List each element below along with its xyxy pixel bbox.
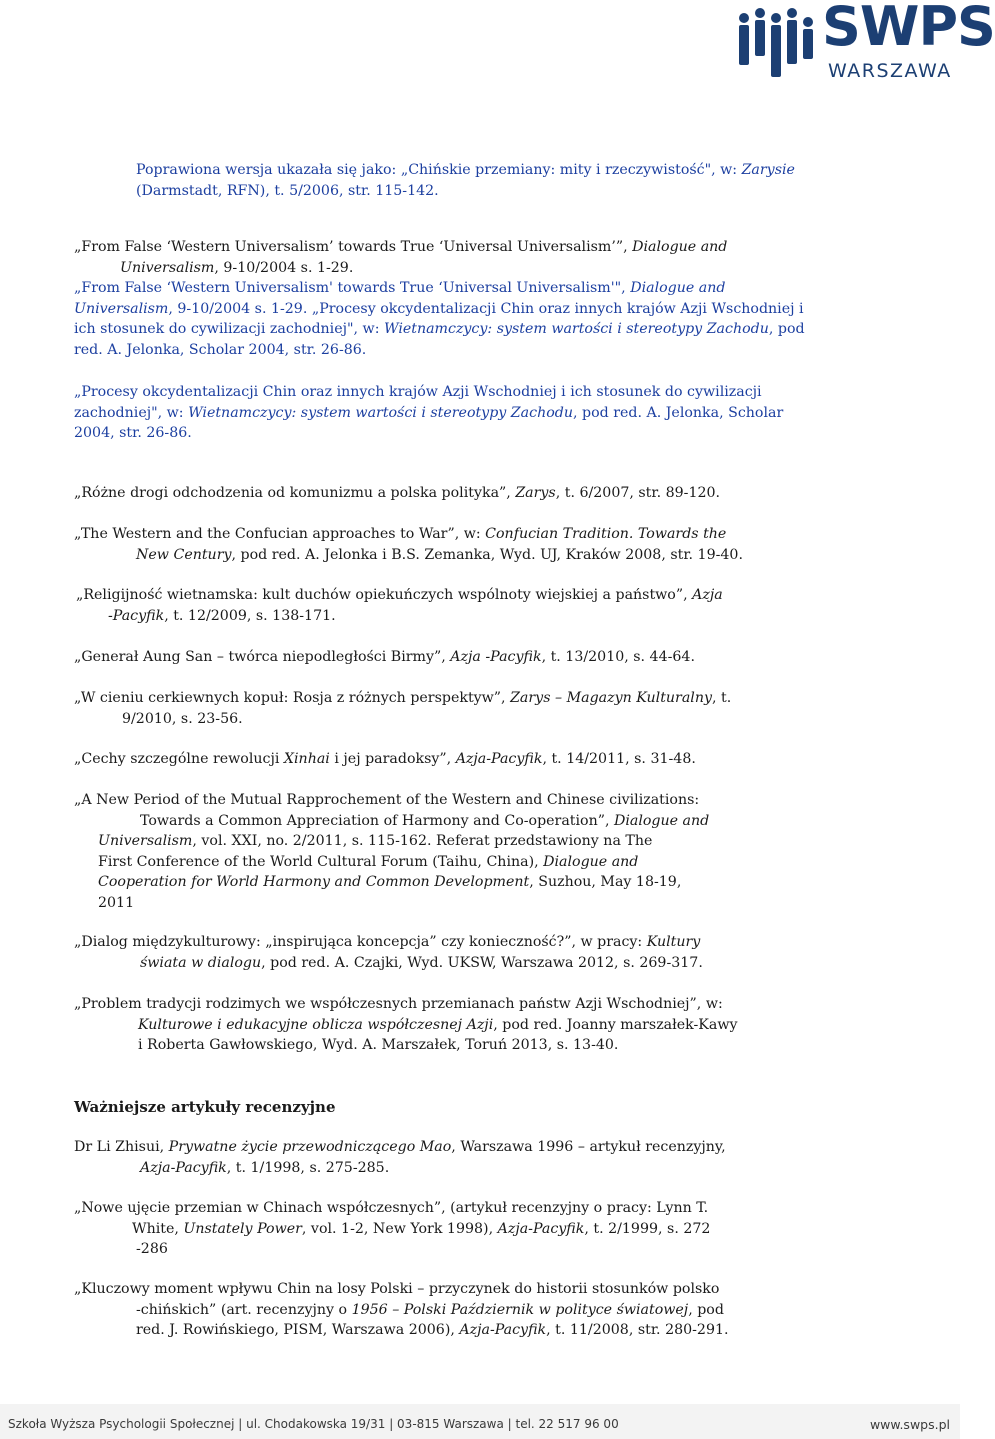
text-segment: , t. 13/2010, s. 44-64. xyxy=(541,649,695,665)
italic-title: Confucian Tradition. Towards the xyxy=(485,526,727,542)
publication-line xyxy=(74,423,192,444)
text-segment: , t. 11/2008, str. 280-291. xyxy=(546,1322,729,1338)
italic-title: Wietnamczycy: system wartości i stereotypy Zachodu xyxy=(383,321,769,337)
review-line xyxy=(132,1219,710,1240)
italic-title: 1956 – Polski Październik w polityce światowej xyxy=(351,1301,689,1318)
text-segment: , t. 2/1999, s. 272 xyxy=(584,1220,711,1237)
italic-title: Prywatne życie przewodniczącego Mao xyxy=(168,1139,452,1155)
publication-line xyxy=(74,340,366,361)
text-segment: , 9-10/2004 s. 1-29. „Procesy okcydentalizacji Chin oraz innych krajów Azji Wschodniej i xyxy=(168,300,804,317)
publication-line xyxy=(74,382,762,403)
publication-line xyxy=(74,749,696,770)
text-segment: White, xyxy=(132,1220,184,1237)
publication-line xyxy=(74,790,699,811)
publication-line xyxy=(74,483,720,504)
footer-bar xyxy=(0,1404,960,1439)
text-segment: , 9-10/2004 s. 1-29. xyxy=(214,259,354,276)
publication-line xyxy=(74,319,805,340)
footer-website-link[interactable]: www.swps.pl xyxy=(869,1417,950,1432)
text-segment: , t. 14/2011, s. 31-48. xyxy=(542,751,696,767)
text-segment: „Nowe ujęcie przemian w Chinach współczesnych”, (artykuł recenzyjny o pracy: Lynn T. xyxy=(74,1200,709,1216)
italic-title: Azja-Pacyfik xyxy=(455,751,543,767)
review-line xyxy=(136,1300,724,1321)
text-segment: „Religijność wietnamska: kult duchów opiekuńczych wspólnoty wiejskiej a państwo”, xyxy=(76,587,693,603)
publication-line xyxy=(98,852,638,873)
text-segment: i jej paradoksy”, xyxy=(329,751,456,767)
text-segment: „W cieniu cerkiewnych kopuł: Rosja z różnych perspektyw”, xyxy=(74,690,511,706)
italic-title: Unstately Power xyxy=(183,1220,302,1237)
italic-title: Xinhai xyxy=(283,751,330,767)
publication-line xyxy=(98,893,134,914)
italic-title: Azja xyxy=(692,587,723,603)
italic-title: Zarys – Magazyn Kulturalny xyxy=(510,690,712,706)
italic-title: świata w dialogu xyxy=(140,954,262,971)
text-segment: , pod red. A. Jelonka, Scholar xyxy=(572,404,784,421)
text-segment: „Problem tradycji rodzimych we współczesnych przemianach państw Azji Wschodniej”, w: xyxy=(74,996,723,1012)
logo-city: WARSZAWA xyxy=(828,60,952,82)
italic-title: Universalism xyxy=(120,259,215,276)
publication-line xyxy=(140,953,703,974)
review-line xyxy=(74,1198,708,1219)
publication-line xyxy=(74,688,731,709)
italic-title: Azja-Pacyfik xyxy=(497,1220,585,1237)
publication-line xyxy=(98,831,652,852)
footer-address: Szkoła Wyższa Psychologii Społecznej | ul. Chodakowska 19/31 | 03-815 Warszawa | tel. 22 517 96 00 xyxy=(8,1417,619,1431)
text-segment: „From False ‘Western Universalism’ towards True ‘Universal Universalism’”, xyxy=(74,239,633,255)
italic-title: -Pacyfik xyxy=(108,607,165,624)
publication-line xyxy=(74,299,804,320)
text-segment: „Dialog międzykulturowy: „inspirująca koncepcja” czy konieczność?”, w pracy: xyxy=(74,934,647,950)
publication-line xyxy=(74,994,723,1015)
text-segment: „Różne drogi odchodzenia od komunizmu a polska polityka”, xyxy=(74,485,516,501)
text-segment: (Darmstadt, RFN), t. 5/2006, str. 115-142. xyxy=(136,182,439,199)
text-segment: , t. xyxy=(711,690,732,706)
text-segment: i Roberta Gawłowskiego, Wyd. A. Marszałek, Toruń 2013, s. 13-40. xyxy=(138,1037,619,1053)
text-segment: , Suzhou, May 18-19, xyxy=(529,874,682,890)
text-segment: , pod red. Joanny marszałek-Kawy xyxy=(493,1016,738,1033)
text-segment: „Kluczowy moment wpływu Chin na losy Polski – przyczynek do historii stosunków polsko xyxy=(74,1281,720,1297)
publication-line xyxy=(136,181,439,202)
text-segment: 2011 xyxy=(98,894,135,911)
publication-line xyxy=(74,278,725,299)
italic-title: Azja-Pacyfik xyxy=(140,1159,227,1176)
italic-title: Universalism xyxy=(74,300,169,317)
text-segment: 2004, str. 26-86. xyxy=(74,425,192,441)
swps-logo xyxy=(736,0,995,92)
text-segment: „Generał Aung San – twórca niepodległości Birmy”, xyxy=(74,649,451,665)
text-segment: -chińskich” (art. recenzyjny o xyxy=(136,1301,352,1318)
text-segment: , vol. XXI, no. 2/2011, s. 115-162. Referat przedstawiony na The xyxy=(192,833,653,849)
review-line xyxy=(136,1239,168,1260)
text-segment: , pod xyxy=(688,1301,724,1318)
publication-line xyxy=(140,811,709,832)
italic-title: Dialogue and xyxy=(613,812,710,829)
publication-line xyxy=(76,585,723,606)
text-segment: , t. 12/2009, s. 138-171. xyxy=(164,607,336,624)
text-segment: „Cechy szczególne rewolucji xyxy=(74,751,284,767)
text-segment: Dr Li Zhisui, xyxy=(74,1139,169,1155)
italic-title: Wietnamczycy: system wartości i stereotypy Zachodu xyxy=(188,404,573,421)
logo-wordmark: SWPS xyxy=(822,0,995,58)
text-segment: red. J. Rowińskiego, PISM, Warszawa 2006), xyxy=(136,1322,460,1338)
section-heading: Ważniejsze artykuły recenzyjne xyxy=(74,1098,336,1116)
publication-line xyxy=(136,160,795,181)
text-segment: -286 xyxy=(136,1241,168,1257)
text-segment: red. A. Jelonka, Scholar 2004, str. 26-86. xyxy=(74,341,367,358)
publication-line xyxy=(74,647,695,668)
italic-title: Kulturowe i edukacyjne oblicza współczesnej Azji xyxy=(138,1016,494,1033)
text-segment: , pod red. A. Jelonka i B.S. Zemanka, Wyd. UJ, Kraków 2008, str. 19-40. xyxy=(231,546,743,563)
italic-title: Dialogue and xyxy=(543,853,639,870)
text-segment: Poprawiona wersja ukazała się jako: „Chińskie przemiany: mity i rzeczywistość", w: xyxy=(136,162,742,178)
publication-line xyxy=(74,237,727,258)
italic-title: Dialogue and xyxy=(632,239,728,255)
italic-title: Kultury xyxy=(646,934,701,950)
text-segment: Towards a Common Appreciation of Harmony and Co-operation”, xyxy=(140,812,614,829)
publication-line xyxy=(74,932,700,953)
text-segment: , vol. 1-2, New York 1998), xyxy=(301,1220,498,1237)
italic-title: Zarysie xyxy=(741,162,795,178)
review-line xyxy=(74,1137,726,1158)
publication-line xyxy=(120,258,353,279)
italic-title: Universalism xyxy=(98,833,193,849)
text-segment: „Procesy okcydentalizacji Chin oraz innych krajów Azji Wschodniej i ich stosunek do cywilizacji xyxy=(74,384,762,400)
italic-title: Azja -Pacyfik xyxy=(450,649,542,665)
italic-title: Dialogue and xyxy=(630,280,726,296)
people-figures-icon xyxy=(736,8,818,92)
review-line xyxy=(136,1320,729,1341)
text-segment: , pod xyxy=(768,321,805,337)
publication-line xyxy=(122,709,243,730)
italic-title: New Century xyxy=(136,546,232,563)
publication-line xyxy=(74,524,726,545)
italic-title: Azja-Pacyfik xyxy=(459,1322,547,1338)
publication-line xyxy=(136,545,743,566)
text-segment: „From False ‘Western Universalism' towards True ‘Universal Universalism'", xyxy=(74,280,631,296)
text-segment: , t. 6/2007, str. 89-120. xyxy=(555,485,721,501)
review-line xyxy=(74,1279,719,1300)
text-segment: First Conference of the World Cultural Forum (Taihu, China), xyxy=(98,853,544,870)
text-segment: zachodniej", w: xyxy=(74,404,189,421)
text-segment: „A New Period of the Mutual Rapprochement of the Western and Chinese civilizations: xyxy=(74,792,700,808)
text-segment: „The Western and the Confucian approaches to War”, w: xyxy=(74,526,486,542)
italic-title: Cooperation for World Harmony and Common Development xyxy=(98,874,530,890)
text-segment: 9/2010, s. 23-56. xyxy=(122,710,243,727)
publication-line xyxy=(138,1015,738,1036)
text-segment: , pod red. A. Czajki, Wyd. UKSW, Warszawa 2012, s. 269-317. xyxy=(261,954,703,971)
publication-line xyxy=(108,606,336,627)
italic-title: Zarys xyxy=(515,485,556,501)
text-segment: , Warszawa 1996 – artykuł recenzyjny, xyxy=(451,1139,726,1155)
publication-line xyxy=(74,403,783,424)
review-line xyxy=(140,1158,389,1179)
publication-line xyxy=(138,1035,618,1056)
text-segment: ich stosunek do cywilizacji zachodniej", w: xyxy=(74,321,384,337)
publication-line xyxy=(98,872,681,893)
text-segment: , t. 1/1998, s. 275-285. xyxy=(226,1159,390,1176)
